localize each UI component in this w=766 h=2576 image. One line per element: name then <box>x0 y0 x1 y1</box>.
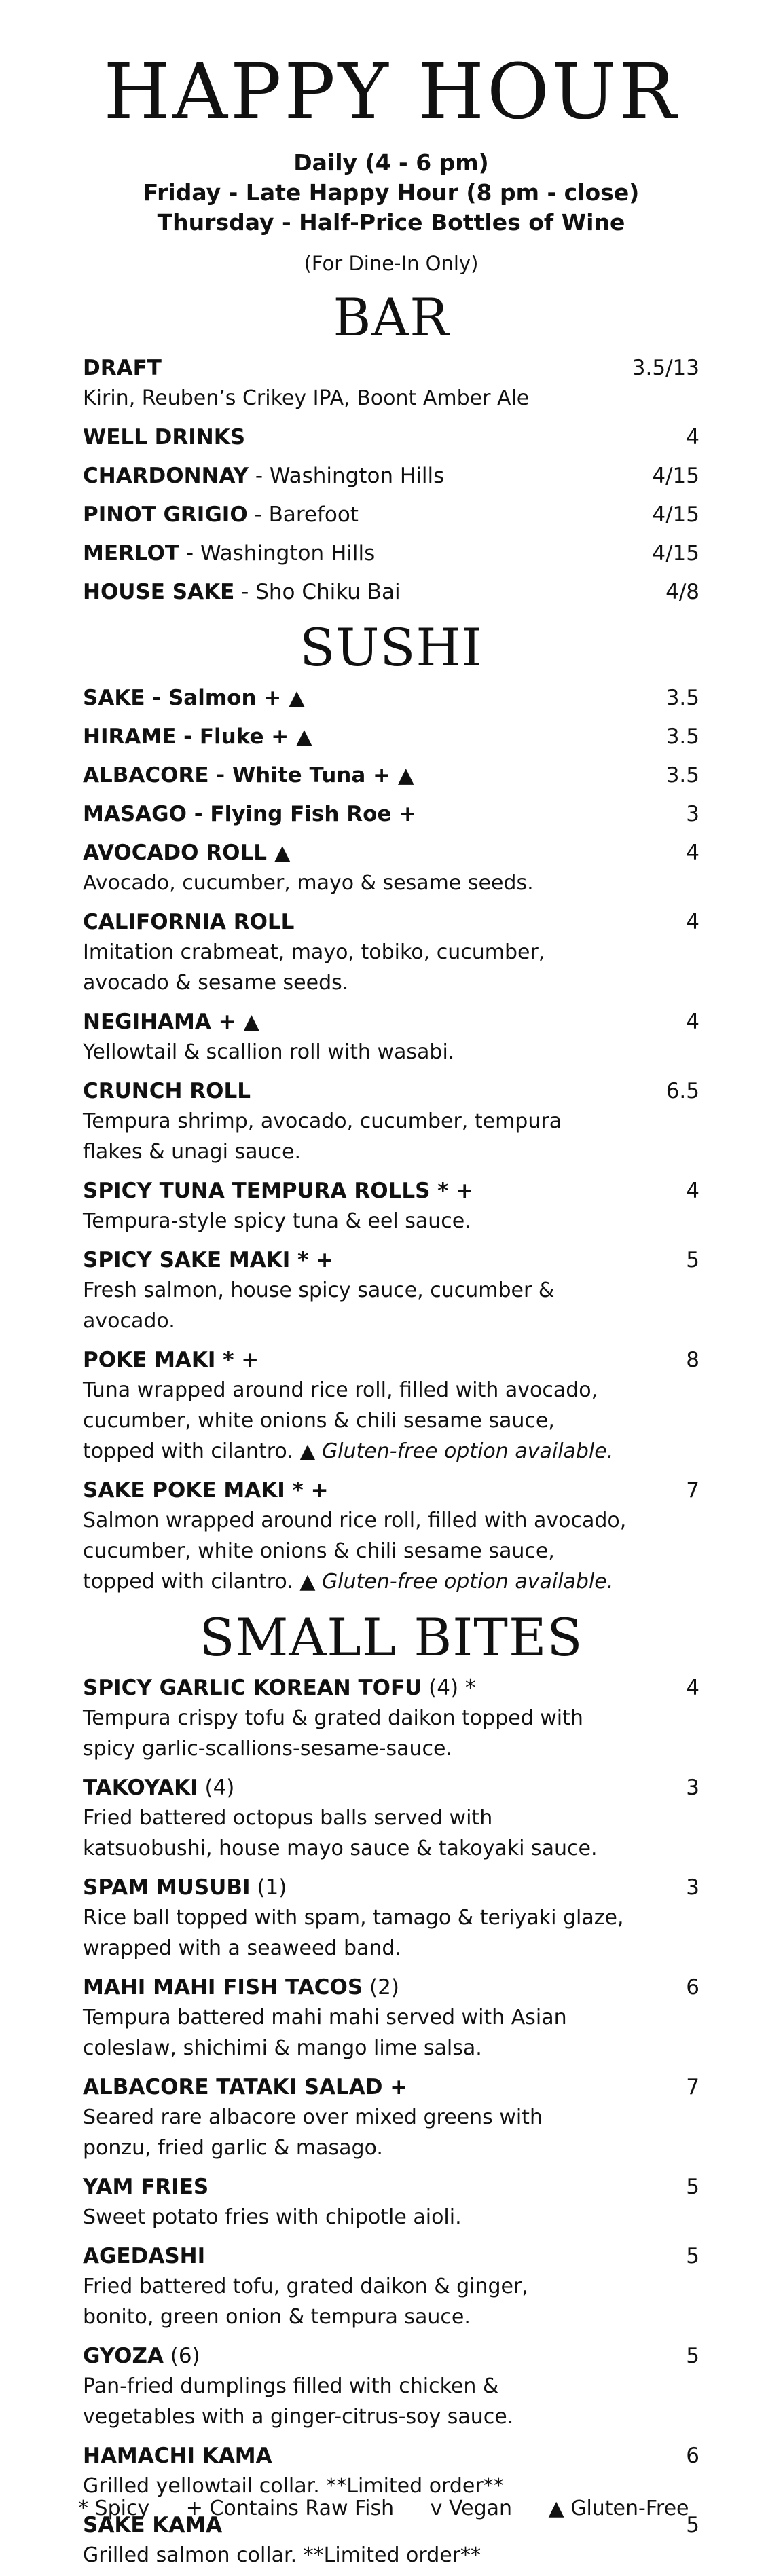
item-price: 3.5/13 <box>632 356 699 380</box>
menu-item <box>83 760 699 790</box>
item-note: (4) <box>198 1775 235 1800</box>
item-description <box>83 1375 699 1405</box>
description-text: Grilled salmon collar. **Limited order** <box>83 2543 481 2567</box>
menu-page <box>0 48 766 2571</box>
item-description <box>83 2540 699 2571</box>
menu-item <box>83 538 699 568</box>
menu-section <box>83 287 699 607</box>
item-title: SAKE KAMA <box>83 2513 223 2537</box>
item-name <box>83 1176 473 1206</box>
menu-section <box>83 617 699 1597</box>
item-price: 3.5 <box>665 686 699 710</box>
menu-item <box>83 838 699 898</box>
menu-item <box>83 461 699 491</box>
menu-item <box>83 1972 699 2063</box>
item-title: POKE MAKI * + <box>83 1348 259 1372</box>
item-description <box>83 1436 699 1467</box>
menu-item <box>83 577 699 607</box>
item-title: YAM FRIES <box>83 2175 209 2199</box>
menu-item <box>83 2341 699 2432</box>
item-price: 4/8 <box>665 580 699 604</box>
item-description <box>83 937 699 968</box>
menu-item <box>83 1873 699 1964</box>
menu-item <box>83 500 699 530</box>
hours-line: Thursday - Half-Price Bottles of Wine <box>157 209 625 236</box>
item-price: 3 <box>686 802 699 826</box>
item-price: 6 <box>686 2444 699 2468</box>
item-name <box>83 577 401 607</box>
description-text: avocado & sesame seeds. <box>83 971 349 995</box>
item-description <box>83 1703 699 1733</box>
item-note: - Barefoot <box>247 502 359 527</box>
item-description <box>83 868 699 898</box>
menu-item <box>83 1076 699 1167</box>
item-name <box>83 760 414 790</box>
item-name <box>83 538 375 568</box>
description-text: Seared rare albacore over mixed greens with <box>83 2105 543 2129</box>
item-name <box>83 1076 251 1106</box>
item-title: SAKE POKE MAKI * + <box>83 1478 329 1503</box>
section-title: SUSHI <box>299 617 483 678</box>
item-title: DRAFT <box>83 356 162 380</box>
item-price: 3.5 <box>665 763 699 788</box>
item-name <box>83 1007 259 1037</box>
item-description <box>83 2102 699 2133</box>
item-title: MASAGO - Flying Fish Roe + <box>83 802 417 826</box>
menu-item <box>83 1176 699 1236</box>
description-text: avocado. <box>83 1309 175 1333</box>
menu-item <box>83 1475 699 1597</box>
description-text: vegetables with a ginger-citrus-soy sauce. <box>83 2405 514 2429</box>
item-name <box>83 2441 272 2471</box>
item-title: SAKE - Salmon + ▲ <box>83 686 305 710</box>
menu-sections <box>83 287 699 2571</box>
item-description <box>83 1275 699 1306</box>
item-price: 7 <box>686 1478 699 1503</box>
item-description <box>83 2402 699 2432</box>
item-title: WELL DRINKS <box>83 425 246 449</box>
item-title: HOUSE SAKE <box>83 580 235 604</box>
item-description <box>83 2371 699 2402</box>
item-title: MERLOT <box>83 541 180 566</box>
item-title: SPAM MUSUBI <box>83 1875 251 1900</box>
item-note: (4) * <box>422 1676 476 1700</box>
item-price: 3.5 <box>665 724 699 749</box>
menu-item <box>83 2072 699 2163</box>
menu-item <box>83 799 699 829</box>
item-description <box>83 383 699 413</box>
menu-item <box>83 2172 699 2232</box>
gluten-free-note: Gluten-free option available. <box>321 1439 614 1463</box>
menu-item <box>83 1345 699 1467</box>
description-text: Avocado, cucumber, mayo & sesame seeds. <box>83 871 534 895</box>
item-name <box>83 2072 407 2102</box>
item-price: 8 <box>686 1348 699 1372</box>
item-price: 3 <box>686 1775 699 1800</box>
description-text: Fried battered tofu, grated daikon & ginger, <box>83 2275 528 2298</box>
item-description <box>83 1833 699 1864</box>
menu-item <box>83 2241 699 2332</box>
description-text: coleslaw, shichimi & mango lime salsa. <box>83 2036 482 2060</box>
menu-item <box>83 1673 699 1764</box>
item-name <box>83 1673 475 1703</box>
item-description <box>83 2302 699 2332</box>
item-name <box>83 461 444 491</box>
item-name <box>83 722 312 752</box>
item-name <box>83 500 359 530</box>
description-text: katsuobushi, house mayo sauce & takoyaki sauce. <box>83 1837 598 1860</box>
item-price: 4 <box>686 1010 699 1034</box>
item-name <box>83 2341 200 2371</box>
hours-line: Friday - Late Happy Hour (8 pm - close) <box>143 179 640 206</box>
item-description <box>83 1933 699 1964</box>
menu-title: HAPPY HOUR <box>103 48 679 136</box>
item-price: 5 <box>686 2175 699 2199</box>
item-description <box>83 1405 699 1436</box>
item-description <box>83 2002 699 2033</box>
item-name <box>83 2172 208 2202</box>
item-description <box>83 1106 699 1137</box>
item-name <box>83 907 294 937</box>
menu-item <box>83 907 699 998</box>
item-title: TAKOYAKI <box>83 1775 198 1800</box>
item-note: - Washington Hills <box>249 464 445 488</box>
item-name <box>83 1345 259 1375</box>
description-text: flakes & unagi sauce. <box>83 1140 301 1164</box>
item-description <box>83 2133 699 2163</box>
item-description <box>83 1505 699 1536</box>
item-description <box>83 1037 699 1067</box>
description-text: Tempura crispy tofu & grated daikon topped with <box>83 1706 583 1730</box>
item-title: CHARDONNAY <box>83 464 249 488</box>
legend <box>78 2495 689 2522</box>
item-price: 6 <box>686 1975 699 2000</box>
item-price: 4/15 <box>652 541 699 566</box>
item-name <box>83 1972 399 2002</box>
item-note: (1) <box>250 1875 287 1900</box>
description-text: Tuna wrapped around rice roll, filled with avocado, <box>83 1378 598 1402</box>
item-name <box>83 2241 205 2271</box>
item-price: 4 <box>686 425 699 449</box>
item-name <box>83 1873 287 1902</box>
menu-section <box>83 1607 699 2571</box>
item-price: 3 <box>686 1875 699 1900</box>
item-price: 7 <box>686 2075 699 2099</box>
item-description <box>83 2202 699 2232</box>
item-name <box>83 353 162 383</box>
item-note: - Sho Chiku Bai <box>234 580 401 604</box>
item-name <box>83 683 305 713</box>
description-text: wrapped with a seaweed band. <box>83 1936 401 1960</box>
item-title: SPICY SAKE MAKI * + <box>83 1248 334 1272</box>
item-price: 5 <box>686 2244 699 2268</box>
description-text: Salmon wrapped around rice roll, filled with avocado, <box>83 1509 627 1532</box>
description-text: Sweet potato fries with chipotle aioli. <box>83 2205 462 2229</box>
item-price: 4 <box>686 841 699 865</box>
item-description <box>83 2271 699 2302</box>
description-text: Grilled yellowtail collar. **Limited order** <box>83 2474 504 2498</box>
item-price: 4 <box>686 910 699 934</box>
description-text: Pan-fried dumplings filled with chicken & <box>83 2374 499 2398</box>
menu-item <box>83 1245 699 1336</box>
item-description <box>83 1902 699 1933</box>
dine-in-note: (For Dine-In Only) <box>304 252 479 275</box>
description-text: Imitation crabmeat, mayo, tobiko, cucumber, <box>83 940 545 964</box>
description-text: Tempura-style spicy tuna & eel sauce. <box>83 1209 471 1233</box>
item-title: SPICY GARLIC KOREAN TOFU <box>83 1676 422 1700</box>
item-title: AVOCADO ROLL ▲ <box>83 841 291 865</box>
description-text: cucumber, white onions & chili sesame sauce, <box>83 1539 555 1563</box>
hours-info <box>83 148 699 238</box>
description-text: Rice ball topped with spam, tamago & teriyaki glaze, <box>83 1906 624 1930</box>
description-text: Tempura shrimp, avocado, cucumber, tempura <box>83 1109 562 1133</box>
item-description <box>83 1306 699 1336</box>
description-text: ponzu, fried garlic & masago. <box>83 2136 383 2160</box>
menu-item <box>83 683 699 713</box>
item-description <box>83 2033 699 2063</box>
item-name <box>83 1245 333 1275</box>
menu-item <box>83 353 699 413</box>
item-description <box>83 1137 699 1167</box>
item-name <box>83 1475 329 1505</box>
legend-gluten-free: ▲ Gluten-Free <box>548 2497 689 2520</box>
description-text: Kirin, Reuben’s Crikey IPA, Boont Amber Ale <box>83 386 530 410</box>
item-price: 6.5 <box>665 1079 699 1103</box>
item-price: 4/15 <box>652 502 699 527</box>
item-title: HIRAME - Fluke + ▲ <box>83 724 312 749</box>
description-text: topped with cilantro. ▲ <box>83 1439 322 1463</box>
item-price: 5 <box>686 1248 699 1272</box>
description-text: Yellowtail & scallion roll with wasabi. <box>83 1040 455 1064</box>
section-title: BAR <box>333 287 450 348</box>
item-price: 4 <box>686 1676 699 1700</box>
description-text: bonito, green onion & tempura sauce. <box>83 2305 471 2329</box>
item-title: PINOT GRIGIO <box>83 502 248 527</box>
menu-item <box>83 722 699 752</box>
description-text: Fried battered octopus balls served with <box>83 1806 493 1830</box>
menu-item <box>83 2441 699 2501</box>
item-title: GYOZA <box>83 2344 164 2368</box>
menu-item <box>83 1007 699 1067</box>
item-description <box>83 968 699 998</box>
item-description <box>83 1206 699 1236</box>
item-title: NEGIHAMA + ▲ <box>83 1010 260 1034</box>
hours-line: Daily (4 - 6 pm) <box>293 149 489 176</box>
section-title: SMALL BITES <box>199 1607 583 1668</box>
item-price: 5 <box>686 2513 699 2537</box>
menu-item <box>83 1773 699 1864</box>
legend-raw-fish: + Contains Raw Fish <box>185 2497 395 2520</box>
item-title: CRUNCH ROLL <box>83 1079 251 1103</box>
item-price: 4 <box>686 1179 699 1203</box>
item-name <box>83 838 291 868</box>
item-title: AGEDASHI <box>83 2244 206 2268</box>
menu-item <box>83 422 699 452</box>
item-price: 4/15 <box>652 464 699 488</box>
legend-spicy: * Spicy <box>78 2497 150 2520</box>
item-title: MAHI MAHI FISH TACOS <box>83 1975 363 2000</box>
item-note: - Washington Hills <box>179 541 376 566</box>
item-description <box>83 1733 699 1764</box>
item-price: 5 <box>686 2344 699 2368</box>
item-description <box>83 1566 699 1597</box>
item-note: (2) <box>363 1975 399 2000</box>
description-text: topped with cilantro. ▲ <box>83 1570 322 1594</box>
item-description <box>83 1803 699 1833</box>
description-text: spicy garlic-scallions-sesame-sauce. <box>83 1737 452 1761</box>
description-text: Fresh salmon, house spicy sauce, cucumber & <box>83 1278 555 1302</box>
item-title: SPICY TUNA TEMPURA ROLLS * + <box>83 1179 474 1203</box>
description-text: Tempura battered mahi mahi served with Asian <box>83 2006 567 2029</box>
item-description <box>83 1536 699 1566</box>
item-title: CALIFORNIA ROLL <box>83 910 295 934</box>
item-name <box>83 422 245 452</box>
gluten-free-note: Gluten-free option available. <box>321 1570 614 1594</box>
item-title: ALBACORE - White Tuna + ▲ <box>83 763 414 788</box>
item-note: (6) <box>163 2344 200 2368</box>
description-text: cucumber, white onions & chili sesame sauce, <box>83 1409 555 1433</box>
item-name <box>83 799 416 829</box>
item-title: ALBACORE TATAKI SALAD + <box>83 2075 408 2099</box>
legend-vegan: v Vegan <box>430 2497 513 2520</box>
item-name <box>83 1773 234 1803</box>
item-title: HAMACHI KAMA <box>83 2444 272 2468</box>
